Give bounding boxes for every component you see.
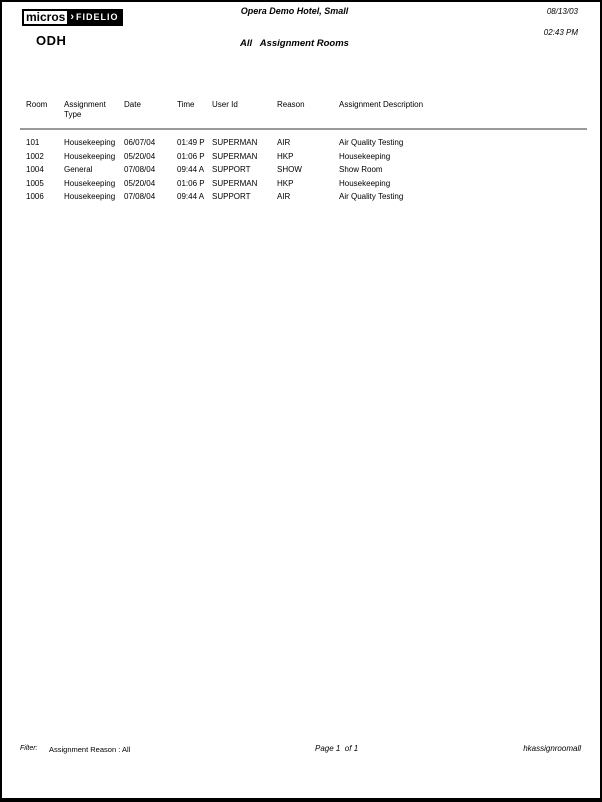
table-cell: Housekeeping	[64, 138, 116, 147]
table-cell: SUPPORT	[212, 192, 251, 202]
table-cell: 01:06 P	[177, 151, 205, 161]
table-cell: Housekeeping	[339, 178, 391, 188]
table-cell: AIR	[277, 192, 291, 202]
table-body	[26, 136, 587, 204]
table-cell: 05/20/04	[124, 151, 156, 161]
micros-logo-text: micros	[22, 9, 69, 26]
arrow-icon: ›	[70, 11, 76, 23]
table-cell: Show Room	[339, 165, 383, 175]
table-cell: 1005	[26, 178, 44, 188]
table-cell: SUPPORT	[212, 165, 251, 175]
table-cell: SUPERMAN	[212, 138, 258, 147]
report-date: 08/13/03	[546, 7, 578, 16]
table-cell: 06/07/04	[124, 138, 156, 147]
column-header: Room	[26, 100, 48, 109]
table-cell: HKP	[277, 151, 294, 161]
table-cell: 101	[26, 138, 40, 147]
filter-label: Filter:	[20, 745, 38, 752]
table-cell: SUPERMAN	[212, 178, 258, 188]
hotel-name: Opera Demo Hotel, Small	[240, 6, 349, 16]
table-row	[26, 163, 587, 177]
column-header: Time	[177, 100, 195, 109]
table-cell: Air Quality Testing	[339, 138, 404, 147]
table-cell: 1006	[26, 192, 44, 202]
table-row	[26, 177, 587, 191]
filter-value: Assignment Reason : All	[49, 745, 131, 754]
table-cell: 1002	[26, 151, 44, 161]
table-cell: 07/08/04	[124, 165, 156, 175]
column-header: Assignment Type	[64, 100, 106, 119]
column-header: Assignment Description	[339, 100, 424, 109]
table-cell: 1004	[26, 165, 44, 175]
page-number: Page 1 of 1	[315, 744, 359, 753]
table-cell: 01:49 P	[177, 138, 205, 147]
table-cell: SUPERMAN	[212, 151, 258, 161]
report-id: hkassignroomall	[523, 744, 581, 753]
column-header: Date	[124, 100, 141, 109]
property-code: ODH	[36, 33, 67, 48]
header-rule-divider	[20, 128, 587, 130]
column-header: Reason	[277, 100, 305, 109]
table-cell: HKP	[277, 178, 294, 188]
table-cell: Housekeeping	[64, 178, 116, 188]
table-cell: AIR	[277, 138, 291, 147]
table-row	[26, 190, 587, 204]
table-cell: 07/08/04	[124, 192, 156, 202]
table-cell: 09:44 A	[177, 165, 205, 175]
table-cell: General	[64, 165, 93, 175]
table-cell: 05/20/04	[124, 178, 156, 188]
column-header: User Id	[212, 100, 238, 109]
table-cell: SHOW	[277, 165, 302, 175]
table-cell: 01:06 P	[177, 178, 205, 188]
table-cell: 09:44 A	[177, 192, 205, 202]
fidelio-logo-text: FIDELIO	[76, 12, 119, 22]
assignment-rooms-table	[26, 98, 587, 204]
table-cell: Housekeeping	[64, 192, 116, 202]
table-row	[26, 136, 587, 150]
report-title: All Assignment Rooms	[240, 38, 349, 49]
table-cell: Housekeeping	[64, 151, 116, 161]
table-cell: Air Quality Testing	[339, 192, 404, 202]
report-time: 02:43 PM	[543, 28, 578, 37]
table-row	[26, 150, 587, 164]
table-cell: Housekeeping	[339, 151, 391, 161]
table-header-row	[26, 98, 587, 136]
